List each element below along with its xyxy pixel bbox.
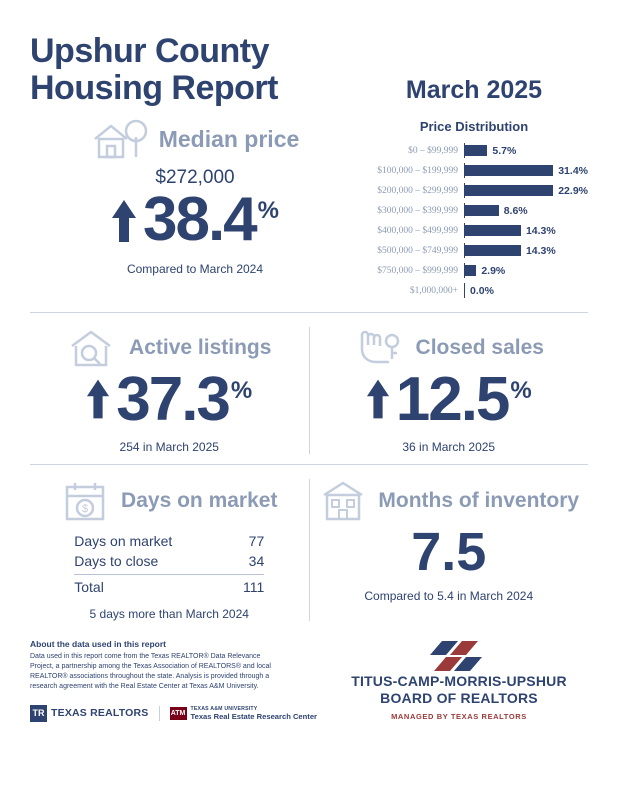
closed-sales-percent-sign: % bbox=[510, 377, 532, 405]
top-section bbox=[0, 107, 618, 302]
price-distribution-value: 2.9% bbox=[481, 264, 506, 277]
days-on-market-sub: 5 days more than March 2024 bbox=[89, 606, 249, 621]
price-distribution-chart bbox=[360, 113, 588, 302]
chevron-flag-icon bbox=[330, 639, 588, 673]
title-block bbox=[30, 34, 360, 107]
active-listings-change-value: 37.3 bbox=[116, 365, 229, 435]
median-price-percent-sign: % bbox=[257, 197, 279, 225]
months-of-inventory-label: Months of inventory bbox=[378, 488, 580, 512]
board-logo-block bbox=[330, 639, 588, 721]
price-distribution-label: $1,000,000+ bbox=[409, 285, 458, 296]
divider-top bbox=[30, 312, 588, 313]
days-on-market-label: Days on market bbox=[121, 488, 278, 512]
price-distribution-bar bbox=[465, 265, 476, 276]
board-managed-by: MANAGED BY TEXAS REALTORS bbox=[391, 711, 527, 721]
table-row bbox=[74, 531, 264, 551]
price-distribution-bar bbox=[465, 245, 521, 256]
active-listings-label: Active listings bbox=[129, 336, 272, 360]
days-to-close-row-value: 34 bbox=[248, 552, 265, 569]
board-name-line2: BOARD OF REALTORS bbox=[380, 690, 538, 707]
median-price-label: Median price bbox=[158, 125, 300, 152]
price-distribution-row bbox=[360, 282, 588, 299]
table-row bbox=[74, 551, 264, 571]
building-icon bbox=[318, 479, 368, 523]
arrow-up-icon bbox=[86, 376, 110, 426]
median-price-heading bbox=[30, 117, 360, 161]
texas-realtors-mark-icon: TR bbox=[30, 705, 47, 722]
price-distribution-value: 31.4% bbox=[558, 164, 588, 177]
price-distribution-bar-track bbox=[464, 143, 588, 158]
price-distribution-label: $0 – $99,999 bbox=[408, 145, 458, 156]
closed-sales-change bbox=[316, 365, 583, 435]
days-to-close-row-label: Days to close bbox=[74, 552, 159, 569]
footer-about-title: About the data used in this report bbox=[30, 638, 167, 649]
price-distribution-label: $300,000 – $399,999 bbox=[377, 205, 458, 216]
page-title-line1: Upshur County bbox=[30, 32, 270, 70]
price-distribution-value: 14.3% bbox=[525, 244, 556, 257]
tamu-center-name: Texas Real Estate Research Center bbox=[190, 711, 318, 721]
price-distribution-label: $750,000 – $999,999 bbox=[377, 265, 458, 276]
price-distribution-label: $100,000 – $199,999 bbox=[377, 165, 458, 176]
price-distribution-bar-track bbox=[464, 243, 588, 258]
mid-section bbox=[0, 327, 618, 454]
report-month-block bbox=[360, 34, 588, 105]
price-distribution-value: 8.6% bbox=[503, 204, 528, 217]
median-price-change bbox=[30, 185, 360, 255]
price-distribution-label: $500,000 – $749,999 bbox=[377, 245, 458, 256]
hand-key-icon bbox=[354, 327, 406, 369]
price-distribution-row bbox=[360, 142, 588, 159]
report-month: March 2025 bbox=[405, 76, 543, 104]
price-distribution-bar-track bbox=[464, 163, 588, 178]
footer-logos bbox=[30, 705, 330, 722]
months-of-inventory-value: 7.5 bbox=[411, 521, 487, 582]
price-distribution-value: 0.0% bbox=[470, 284, 494, 297]
texas-realtors-name: TEXAS REALTORS bbox=[51, 707, 149, 720]
divider-mid bbox=[30, 464, 588, 465]
months-of-inventory-heading bbox=[316, 479, 583, 523]
months-of-inventory-sub: Compared to 5.4 in March 2024 bbox=[364, 588, 534, 603]
days-on-market-heading bbox=[36, 479, 303, 523]
report-footer bbox=[0, 621, 618, 722]
house-tree-icon bbox=[91, 117, 149, 161]
median-price-value: $272,000 bbox=[155, 167, 235, 189]
active-listings-sub: 254 in March 2025 bbox=[119, 439, 219, 454]
closed-sales-label: Closed sales bbox=[415, 336, 544, 360]
price-distribution-bar bbox=[465, 165, 553, 176]
price-distribution-row bbox=[360, 262, 588, 279]
price-distribution-row bbox=[360, 222, 588, 239]
active-listings-heading bbox=[36, 327, 303, 369]
days-on-market-table bbox=[74, 531, 264, 597]
price-distribution-title: Price Distribution bbox=[419, 119, 529, 135]
price-distribution-row bbox=[360, 162, 588, 179]
price-distribution-value: 5.7% bbox=[492, 144, 517, 157]
tamu-mark-icon: ATM bbox=[170, 707, 187, 720]
price-distribution-label: $200,000 – $299,999 bbox=[377, 185, 458, 196]
table-row-total bbox=[74, 574, 264, 597]
price-distribution-bar-track bbox=[464, 283, 588, 298]
active-listings-panel bbox=[30, 327, 309, 454]
closed-sales-panel bbox=[310, 327, 589, 454]
active-listings-percent-sign: % bbox=[230, 377, 253, 405]
days-total-label: Total bbox=[74, 578, 104, 595]
page-title-line2: Housing Report bbox=[30, 68, 278, 107]
price-distribution-bar bbox=[465, 145, 487, 156]
median-price-comparison: Compared to March 2024 bbox=[126, 261, 264, 276]
active-listings-change bbox=[36, 365, 303, 435]
median-price-panel bbox=[30, 113, 360, 302]
price-distribution-bar-track bbox=[464, 223, 588, 238]
tamu-text-block bbox=[191, 706, 318, 721]
days-on-market-row-value: 77 bbox=[248, 532, 265, 549]
svg-text:$: $ bbox=[81, 502, 89, 515]
price-distribution-label: $400,000 – $499,999 bbox=[377, 225, 458, 236]
median-price-change-value: 38.4 bbox=[142, 185, 256, 255]
tamu-logo bbox=[159, 706, 318, 721]
days-on-market-panel bbox=[30, 479, 309, 621]
price-distribution-value: 22.9% bbox=[558, 184, 588, 197]
price-distribution-bar bbox=[465, 205, 499, 216]
footer-about bbox=[30, 639, 330, 722]
closed-sales-heading bbox=[316, 327, 583, 369]
arrow-up-icon bbox=[111, 196, 137, 246]
price-distribution-bar-track bbox=[464, 203, 588, 218]
price-distribution-value: 14.3% bbox=[525, 224, 556, 237]
price-distribution-bar-track bbox=[464, 183, 588, 198]
price-distribution-bar-track bbox=[464, 263, 588, 278]
closed-sales-change-value: 12.5 bbox=[395, 365, 509, 435]
bottom-section bbox=[0, 479, 618, 621]
texas-realtors-logo bbox=[30, 705, 149, 722]
arrow-up-icon bbox=[366, 376, 390, 426]
report-header bbox=[0, 0, 618, 107]
price-distribution-row bbox=[360, 202, 588, 219]
tamu-university-label: TEXAS A&M UNIVERSITY bbox=[190, 705, 258, 712]
price-distribution-bar bbox=[465, 185, 553, 196]
days-total-value: 111 bbox=[242, 578, 265, 595]
price-distribution-bar bbox=[465, 225, 521, 236]
months-of-inventory-panel bbox=[310, 479, 589, 621]
calendar-dollar-icon bbox=[61, 479, 111, 523]
price-distribution-row bbox=[360, 182, 588, 199]
footer-about-text: Data used in this report come from the Texas REALTOR® Data Relevance Project, a partnership among the Texas Association of REALTORS® and local REALTOR® associations throughout the state. Analysis is provided through a research agreement with the Real Estate Center at Texas A&M University. bbox=[30, 652, 271, 691]
house-magnifier-icon bbox=[67, 327, 119, 369]
price-distribution-row bbox=[360, 242, 588, 259]
board-name-line1: TITUS-CAMP-MORRIS-UPSHUR bbox=[351, 672, 567, 689]
closed-sales-sub: 36 in March 2025 bbox=[402, 439, 496, 454]
days-on-market-row-label: Days on market bbox=[74, 532, 173, 549]
